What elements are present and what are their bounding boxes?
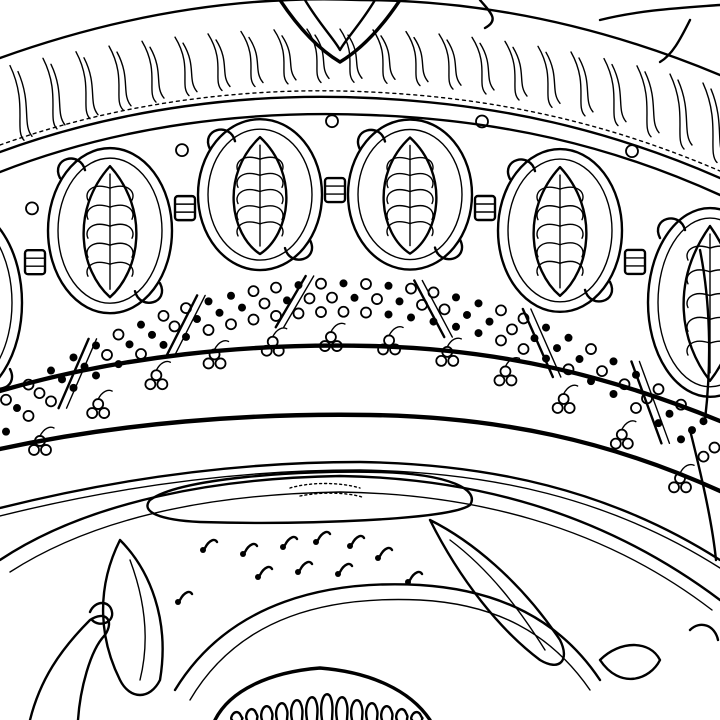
berry: [41, 445, 51, 455]
leaf-lobe: [560, 243, 583, 257]
berry-stem: [98, 390, 112, 399]
berry: [506, 375, 516, 385]
leaf-oval: [48, 144, 195, 313]
canopy-petal: [76, 52, 90, 119]
leaf-lobe: [237, 206, 260, 220]
sprig-bud: [313, 539, 319, 545]
berry-stem: [680, 465, 694, 474]
crown-rib: [321, 694, 332, 720]
dot: [24, 411, 34, 421]
sprig-stem: [340, 564, 352, 572]
crown-rib: [351, 700, 362, 720]
berry: [216, 358, 226, 368]
berry-stem: [447, 338, 461, 347]
leaf-lobe: [410, 206, 433, 220]
dot: [710, 443, 720, 453]
dot: [631, 403, 641, 413]
dot: [327, 293, 337, 303]
dot: [114, 330, 124, 340]
curl: [585, 282, 612, 302]
leaf-lobe: [537, 243, 560, 257]
sprig: [295, 562, 312, 575]
sprig-stem: [205, 540, 217, 548]
dot: [249, 286, 259, 296]
leaf-lobe: [537, 206, 560, 220]
canopy-petal: [175, 37, 189, 96]
crown-rib: [231, 712, 242, 720]
berry-stem: [40, 427, 54, 436]
crown-rib: [306, 697, 317, 720]
leaf-lobe: [260, 206, 283, 220]
leaf-lobe: [560, 224, 583, 238]
dot: [205, 297, 213, 305]
dot: [372, 294, 382, 304]
crown-rib: [396, 709, 407, 720]
canopy-petal: [274, 30, 288, 84]
berry: [157, 379, 167, 389]
sprig: [200, 540, 217, 553]
sprig: [313, 532, 330, 545]
canopy-petal: [109, 46, 123, 110]
leaf-lobe: [110, 205, 133, 219]
dot: [294, 308, 304, 318]
dot: [260, 298, 270, 308]
leaf-oval: [498, 145, 645, 312]
dot: [193, 315, 201, 323]
leaf-lobe: [687, 270, 710, 284]
leaf-oval: [0, 202, 45, 399]
sprig-stem: [410, 572, 422, 580]
canopy-petal: [142, 41, 156, 102]
leaf-lobe: [87, 243, 110, 257]
leaf-lobe: [410, 190, 433, 204]
sprig-bud: [240, 551, 246, 557]
curl: [508, 160, 535, 180]
dot: [92, 371, 100, 379]
dot: [531, 334, 539, 342]
leaf-lobe: [110, 224, 133, 238]
berry-stem: [389, 327, 403, 336]
sprig-bud: [255, 574, 261, 580]
right-edge-details: [690, 250, 716, 560]
crown-rib: [261, 706, 272, 720]
dot: [610, 390, 618, 398]
dot: [597, 366, 607, 376]
sprig: [175, 592, 192, 605]
dot: [361, 279, 371, 289]
leaf-lobe: [687, 246, 710, 260]
canopy-petal: [703, 83, 717, 162]
berry: [494, 375, 504, 385]
dot: [182, 333, 190, 341]
dot: [81, 363, 89, 371]
sprig-bud: [280, 544, 286, 550]
dot: [305, 293, 315, 303]
dot: [507, 324, 517, 334]
dot: [496, 335, 506, 345]
berry-stem: [273, 328, 287, 337]
berry-cluster: [378, 327, 403, 355]
oval-ring: [326, 115, 338, 127]
berry: [204, 358, 214, 368]
dot: [699, 452, 709, 462]
berry: [436, 356, 446, 366]
dot: [542, 355, 550, 363]
berry-cluster: [611, 421, 636, 449]
dot: [519, 344, 529, 354]
dot: [417, 300, 427, 310]
dot: [632, 371, 640, 379]
dot: [1, 395, 11, 405]
crown-rib: [276, 703, 287, 720]
canopy-petal: [43, 58, 57, 129]
dot: [115, 360, 123, 368]
dot: [565, 334, 573, 342]
leaf-lobe: [87, 205, 110, 219]
leaf-lobe: [87, 224, 110, 238]
inner-arch: [0, 472, 720, 720]
canopy-petal: [571, 52, 585, 116]
dot: [249, 315, 259, 325]
dot: [316, 279, 326, 289]
berry: [553, 403, 563, 413]
dot: [406, 284, 416, 294]
sprig-stem: [180, 592, 192, 600]
oval-clasp: [475, 196, 495, 220]
dot: [463, 311, 471, 319]
dot: [351, 294, 359, 302]
sprig-bud: [335, 571, 341, 577]
berry: [448, 356, 458, 366]
berry: [559, 394, 569, 404]
leaf-lobe: [237, 174, 260, 188]
crown-rib: [336, 697, 347, 720]
dot: [553, 344, 561, 352]
berry-cluster: [204, 341, 229, 369]
oval-clasp: [325, 178, 345, 202]
oval-clasp: [25, 250, 45, 274]
berry-stem: [622, 421, 636, 430]
sprig-bud: [200, 547, 206, 553]
dot: [586, 344, 596, 354]
sprig-bud: [295, 569, 301, 575]
dot: [316, 307, 326, 317]
canopy-petal: [505, 41, 519, 100]
leaf-lobe: [710, 341, 720, 355]
canopy-petal: [10, 66, 24, 141]
leaf-lobe: [387, 174, 410, 188]
berry: [384, 335, 394, 345]
berry: [681, 482, 691, 492]
dot: [126, 340, 134, 348]
crown-rib: [381, 706, 392, 720]
berry: [617, 430, 627, 440]
leaf-lobe: [260, 190, 283, 204]
dot: [227, 292, 235, 300]
dot: [610, 357, 618, 365]
dot: [35, 388, 45, 398]
sprig: [375, 548, 392, 561]
berry: [611, 439, 621, 449]
canopy-petal: [406, 32, 420, 86]
canopy-petal: [472, 37, 486, 94]
dot: [496, 305, 506, 315]
dot: [452, 293, 460, 301]
dot: [475, 299, 483, 307]
dot: [677, 435, 685, 443]
berry: [151, 370, 161, 380]
dot: [47, 367, 55, 375]
leaf-lobe: [260, 174, 283, 188]
dot: [295, 281, 303, 289]
dot: [204, 325, 214, 335]
dot: [542, 324, 550, 332]
sprig: [347, 536, 364, 549]
dot: [102, 350, 112, 360]
oval-inner-outline: [0, 216, 12, 389]
sprig-stem: [318, 532, 330, 540]
dot: [576, 355, 584, 363]
leaf-lobe: [710, 246, 720, 260]
leaf-lobe: [410, 174, 433, 188]
sprig-stem: [285, 537, 297, 545]
dot: [385, 310, 393, 318]
sprig: [280, 537, 297, 550]
sprig-stem: [260, 567, 272, 575]
sprig: [255, 567, 272, 580]
dot: [92, 341, 100, 349]
central-leaf: [684, 226, 720, 381]
sprig-stem: [352, 536, 364, 544]
leaf-lobe: [560, 206, 583, 220]
right-acanthus-leaf: [430, 520, 564, 665]
sprig: [335, 564, 352, 577]
dot: [283, 296, 291, 304]
canopy-petal: [373, 30, 387, 83]
leaf-oval: [198, 115, 345, 270]
sprig-bud: [405, 579, 411, 585]
dot: [340, 279, 348, 287]
berry: [93, 399, 103, 409]
berry-cluster: [262, 328, 287, 356]
leaf-lobe: [387, 206, 410, 220]
dot: [396, 297, 404, 305]
leaf-oval: [348, 115, 495, 269]
dot: [70, 384, 78, 392]
leaf-lobe: [110, 243, 133, 257]
crown-rib: [291, 700, 302, 720]
canopy-petal: [439, 34, 453, 89]
canopy-petal: [637, 66, 651, 137]
canopy-petal: [538, 46, 552, 107]
sprig-stem: [245, 544, 257, 552]
canopy-petal: [670, 74, 684, 149]
dot: [238, 304, 246, 312]
berry: [565, 403, 575, 413]
crown-rib: [366, 703, 377, 720]
dot: [13, 404, 21, 412]
dot: [216, 309, 224, 317]
dot: [58, 375, 66, 383]
dot: [70, 353, 78, 361]
berry: [29, 445, 39, 455]
dot: [136, 349, 146, 359]
dot: [271, 283, 281, 293]
curl: [135, 283, 162, 303]
leaf-lobe: [237, 190, 260, 204]
sprig-bud: [175, 599, 181, 605]
berry-stem: [331, 323, 345, 332]
sprig-bud: [375, 555, 381, 561]
berry: [669, 482, 679, 492]
dot: [271, 311, 281, 321]
dot: [430, 318, 438, 326]
dot: [475, 329, 483, 337]
leaf-lobe: [710, 294, 720, 308]
dot: [361, 308, 371, 318]
dot: [339, 307, 349, 317]
berry-stem: [156, 362, 170, 371]
dot: [486, 318, 494, 326]
oval-ring: [176, 144, 188, 156]
dot: [226, 319, 236, 329]
berry: [623, 439, 633, 449]
leaf-lobe: [687, 317, 710, 331]
dot: [148, 331, 156, 339]
crown-rib: [411, 712, 422, 720]
sprig-bud: [347, 543, 353, 549]
canopy-petal: [604, 59, 618, 126]
dot: [587, 377, 595, 385]
dot: [159, 311, 169, 321]
leaf-lobe: [387, 190, 410, 204]
dot: [2, 428, 10, 436]
canopy-petal: [241, 31, 255, 86]
dot: [655, 419, 663, 427]
dot: [137, 321, 145, 329]
berry: [145, 379, 155, 389]
dot: [385, 282, 393, 290]
dot: [666, 410, 674, 418]
dot: [160, 341, 168, 349]
dot: [654, 384, 664, 394]
leaf-lobe: [710, 317, 720, 331]
berry: [99, 408, 109, 418]
berry: [87, 408, 97, 418]
berry-cluster: [145, 362, 170, 390]
dot: [46, 396, 56, 406]
dot: [170, 321, 180, 331]
crown-rib: [246, 709, 257, 720]
dot: [407, 313, 415, 321]
berry: [326, 332, 336, 342]
berry: [500, 366, 510, 376]
sprig-stem: [380, 548, 392, 556]
dot: [429, 287, 439, 297]
oval-ring: [626, 145, 638, 157]
oval-clasp: [625, 250, 645, 274]
sprig: [240, 544, 257, 557]
berry-cluster: [87, 390, 112, 418]
berry-cluster: [553, 385, 578, 413]
berry-stem: [564, 385, 578, 394]
sprig: [405, 572, 422, 585]
oval-clasp: [175, 196, 195, 220]
curl: [58, 159, 85, 179]
dot: [440, 304, 450, 314]
canopy-petal: [208, 34, 222, 91]
sprig-stem: [300, 562, 312, 570]
dot: [452, 323, 460, 331]
oval-ring: [26, 202, 38, 214]
leaf-lobe: [710, 270, 720, 284]
leaf-lobe: [537, 224, 560, 238]
